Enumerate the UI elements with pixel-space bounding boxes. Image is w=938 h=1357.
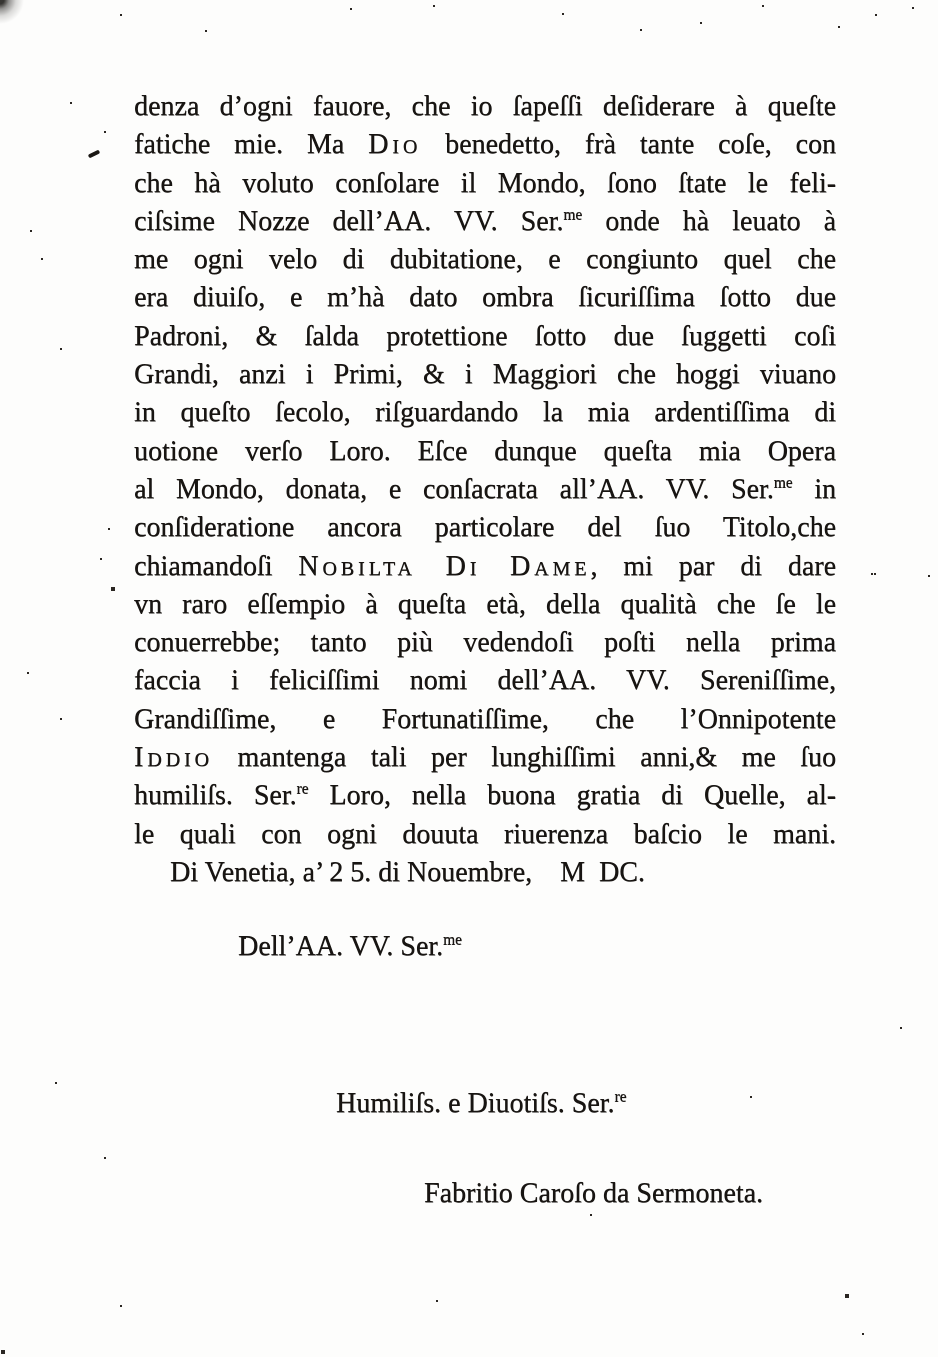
scan-stray-mark bbox=[88, 150, 101, 159]
text-line: Padroni, & ſalda protettione ſotto due ſuggetti coſi bbox=[134, 320, 836, 352]
text-line: chiamandoſi Nobilta Di Dame, mi par di dare bbox=[134, 550, 836, 582]
text-line: Grandiſſime, e Fortunatiſſime, che l’Onnipotente bbox=[134, 703, 836, 735]
signature-line: Fabritio Caroſo da Sermoneta. bbox=[424, 1177, 764, 1209]
text-line: che hà voluto conſolare il Mondo, ſono ſtate le feli- bbox=[134, 167, 836, 199]
text-line: me ogni velo di dubitatione, e congiunto quel che bbox=[134, 244, 836, 276]
text-line: fatiche mie. Ma Dio benedetto, frà tante coſe, con bbox=[134, 129, 836, 161]
text-line: uotione verſo Loro. Eſce dunque queſta mia Opera bbox=[134, 435, 836, 467]
text-line: Grandi, anzi i Primi, & i Maggiori che hoggi viuano bbox=[134, 359, 836, 391]
text-line: ciſsime Nozze dell’AA. VV. Ser.$^{me}$ onde hà leuato à bbox=[134, 205, 836, 237]
text-line: vn raro eſſempio à queſta età, della qualità che ſe le bbox=[134, 588, 836, 620]
text-line: in queſto ſecolo, riſguardando la mia ardentiſſima di bbox=[134, 397, 836, 429]
text-line: era diuiſo, e m’hà dato ombra ſicuriſſima ſotto due bbox=[134, 282, 836, 314]
salutation: Dell’AA. VV. Ser.$^{me}$ bbox=[238, 931, 462, 963]
dateline: Di Venetia, a’ 2 5. di Nouembre, M DC. bbox=[170, 856, 645, 888]
text-line: le quali con ogni douuta riuerenza baſcio le mani. bbox=[134, 818, 836, 850]
closing: Humiliſs. e Diuotiſs. Ser.$^{re}$ bbox=[336, 1087, 627, 1119]
text-line: conuerrebbe; tanto più vedendoſi poſti nella prima bbox=[134, 627, 836, 659]
dedication-paragraph bbox=[134, 88, 836, 854]
text-line: al Mondo, donata, e conſacrata all’AA. VV. Ser.$^{me}$ in bbox=[134, 473, 836, 505]
text-line: conſideratione ancora particolare del ſuo Titolo,che bbox=[134, 512, 836, 544]
text-line: Iddio mantenga tali per lunghiſſimi anni,& me ſuo bbox=[134, 742, 836, 774]
text-line: humiliſs. Ser.$^{re}$ Loro, nella buona gratia di Quelle, al- bbox=[134, 780, 836, 812]
text-line: denza d’ogni fauore, che io ſapeſſi deſiderare à queſte bbox=[134, 91, 836, 122]
dedication-text bbox=[134, 88, 836, 1213]
text-line: faccia i feliciſſimi nomi dell’AA. VV. Sereniſſime, bbox=[134, 665, 836, 697]
scan-corner-noise bbox=[0, 0, 34, 28]
scan-noise bbox=[0, 0, 2, 2]
